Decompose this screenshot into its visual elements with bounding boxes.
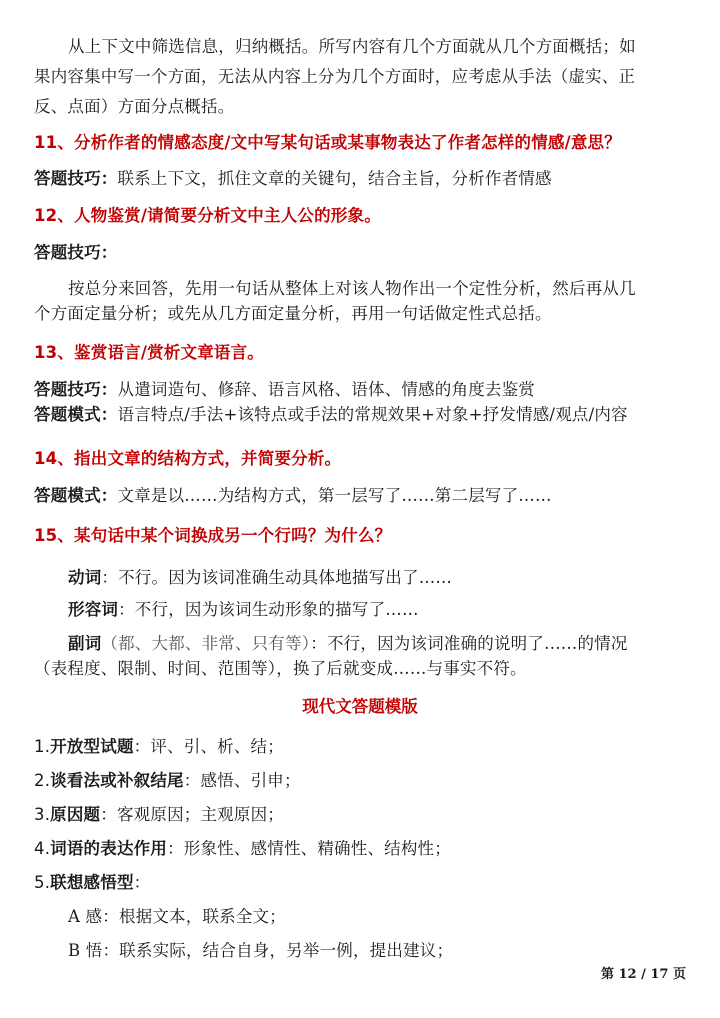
intro-line-3: 反、点面）方面分点概括。 — [34, 97, 235, 116]
q15-adv-label: 副词 — [68, 634, 102, 653]
section-item-4-num: 4. — [34, 839, 51, 858]
section-item-3-num: 3. — [34, 805, 51, 824]
section-item-2-num: 2. — [34, 771, 51, 790]
section-item-5-text: ： — [133, 873, 151, 892]
q13-heading: 13、鉴赏语言/赏析文章语言。 — [34, 343, 264, 362]
q15-verb — [68, 566, 452, 590]
q13-tip-label: 答题技巧： — [34, 380, 118, 399]
q15-adj-label: 形容词 — [68, 600, 119, 619]
section-item-2 — [34, 769, 301, 793]
section-item-4-label: 词语的表达作用 — [50, 839, 168, 858]
section-item-4-text: ：形象性、感情性、精确性、结构性； — [167, 839, 451, 858]
q14-heading: 14、指出文章的结构方式，并简要分析。 — [34, 449, 342, 468]
q13-mode-text: 语言特点/手法+该特点或手法的常规效果+对象+抒发情感/观点/内容 — [117, 405, 628, 424]
section-item-3 — [34, 803, 284, 827]
section-item-4 — [34, 837, 451, 861]
q11-heading: 11、分析作者的情感态度/文中写某句话或某事物表达了作者怎样的情感/意思？ — [34, 133, 621, 152]
q14-mode — [34, 484, 552, 508]
section-item-5-label: 联想感悟型 — [50, 873, 134, 892]
q12-tip-label: 答题技巧： — [34, 243, 118, 262]
section-item-1-text: ：评、引、析、结； — [133, 737, 284, 756]
q11-tip-label: 答题技巧： — [34, 169, 118, 188]
section-item-2-text: ：感悟、引申； — [183, 771, 301, 790]
section-item-2-label: 谈看法或补叙结尾 — [50, 771, 184, 790]
q15-adv-paren: （都、大都、非常、只有等） — [101, 634, 311, 653]
section-item-5 — [34, 871, 150, 895]
page-number: 第 12 / 17 页 — [600, 967, 686, 982]
section-item-1-num: 1. — [34, 737, 51, 756]
q15-verb-label: 动词 — [68, 568, 102, 587]
q14-mode-text: 文章是以……为结构方式，第一层写了……第二层写了…… — [117, 486, 552, 505]
q15-heading: 15、某句话中某个词换成另一个行吗？为什么？ — [34, 526, 392, 545]
intro-line-1: 从上下文中筛选信息，归纳概括。所写内容有几个方面就从几个方面概括；如 — [68, 37, 636, 56]
section-item-3-label: 原因题 — [50, 805, 101, 824]
section-sub-a: A 感：根据文本，联系全文； — [68, 907, 286, 926]
q13-tip-text: 从遣词造句、修辞、语言风格、语体、情感的角度去鉴赏 — [117, 380, 535, 399]
q14-mode-label: 答题模式： — [34, 486, 118, 505]
q12-body-line-1: 按总分来回答，先用一句话从整体上对该人物作出一个定性分析，然后再从几 — [68, 279, 636, 298]
q11-tip-text: 联系上下文，抓住文章的关键句，结合主旨，分析作者情感 — [117, 169, 552, 188]
q13-mode-label: 答题模式： — [34, 405, 118, 424]
q15-adv — [68, 632, 628, 656]
q12-heading: 12、人物鉴赏/请简要分析文中主人公的形象。 — [34, 206, 381, 225]
section-item-1-label: 开放型试题 — [50, 737, 134, 756]
q15-adv-text: ：不行，因为该词准确的说明了……的情况 — [310, 634, 628, 653]
q12-body-line-2: 个方面定量分析；或先从几方面定量分析，再用一句话做定性式总括。 — [34, 304, 552, 323]
q15-adv-line-2: （表程度、限制、时间、范围等），换了后就变成……与事实不符。 — [34, 659, 527, 678]
q13-tip — [34, 378, 535, 402]
q15-adj-text: ：不行，因为该词生动形象的描写了…… — [118, 600, 419, 619]
q15-adj — [68, 598, 419, 622]
intro-line-2: 果内容集中写一个方面，无法从内容上分为几个方面时，应考虑从手法（虚实、正 — [34, 67, 636, 86]
section-sub-b: B 悟：联系实际，结合自身，另举一例，提出建议； — [68, 941, 454, 960]
section-item-3-text: ：客观原因；主观原因； — [100, 805, 284, 824]
section-item-5-num: 5. — [34, 873, 51, 892]
section-title: 现代文答题模版 — [302, 697, 418, 716]
q13-mode — [34, 403, 628, 427]
q15-verb-text: ：不行。因为该词准确生动具体地描写出了…… — [101, 568, 453, 587]
q11-tip — [34, 167, 552, 191]
section-item-1 — [34, 735, 284, 759]
